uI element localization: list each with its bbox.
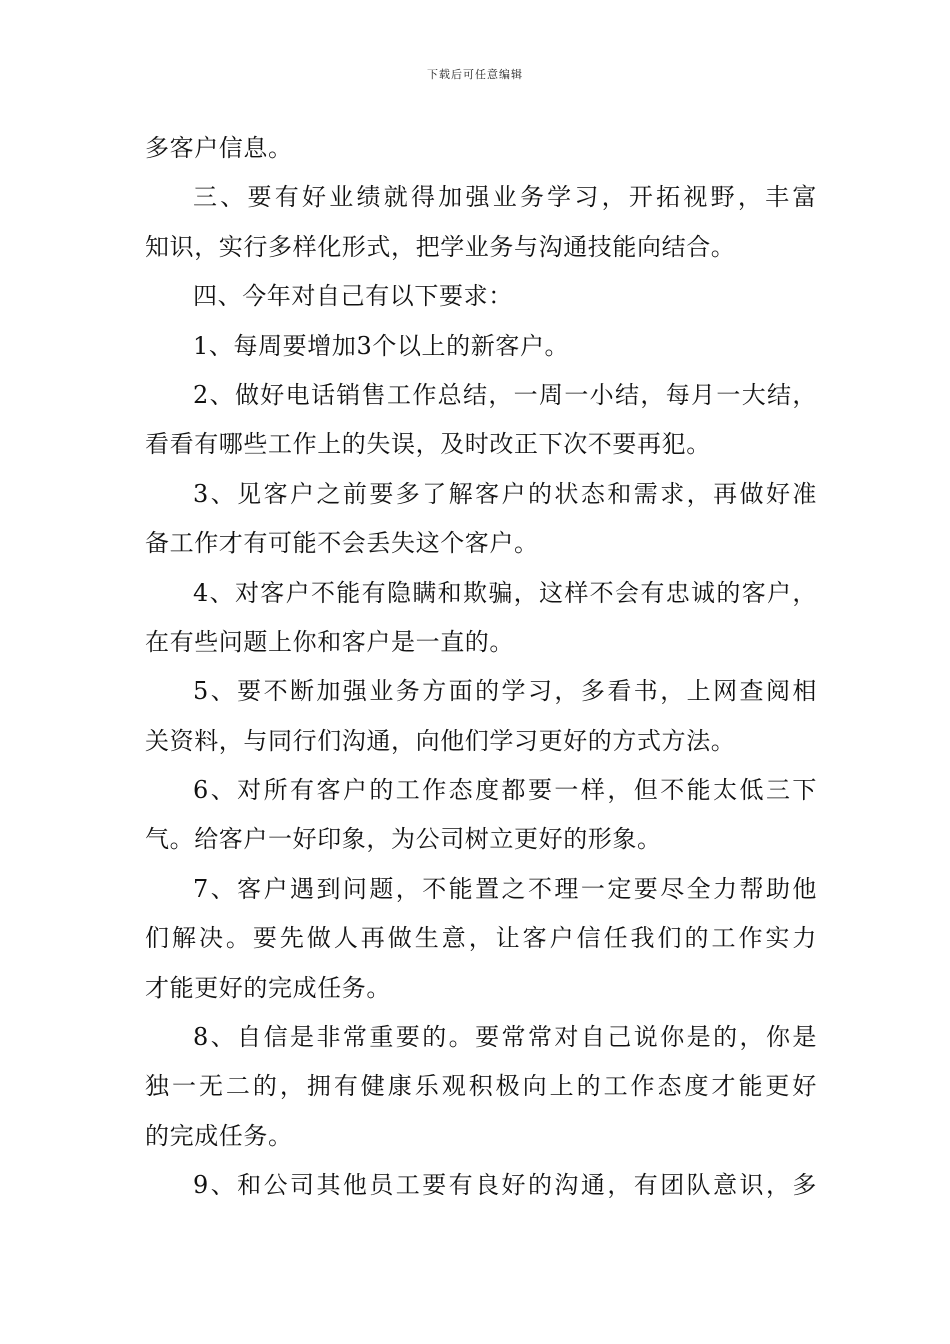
text-line: 才能更好的完成任务。 — [145, 973, 391, 1002]
paragraph-first-line: 四、今年对自己有以下要求： — [193, 282, 513, 311]
text-line: 气。给客户一好印象，为公司树立更好的形象。 — [145, 825, 662, 854]
text-line: 的完成任务。 — [145, 1121, 293, 1150]
text-line: 多客户信息。 — [145, 134, 293, 162]
paragraph-first-line: 9、和公司其他员工要有良好的沟通，有团队意识，多 — [193, 1171, 817, 1200]
text-line: 关资料，与同行们沟通，向他们学习更好的方式方法。 — [145, 726, 736, 755]
paragraph-first-line: 7、客户遇到问题，不能置之不理一定要尽全力帮助他 — [193, 874, 817, 903]
document-body — [145, 124, 817, 1211]
page-header-note: 下载后可任意编辑 — [427, 68, 523, 81]
paragraph-first-line: 1、每周要增加3个以上的新客户。 — [193, 331, 570, 360]
text-line: 独一无二的，拥有健康乐观积极向上的工作态度才能更好 — [145, 1072, 817, 1101]
paragraph-first-line: 三、要有好业绩就得加强业务学习，开拓视野，丰富 — [193, 183, 817, 212]
paragraph-first-line: 3、见客户之前要多了解客户的状态和需求，再做好准 — [193, 479, 817, 508]
text-line: 看看有哪些工作上的失误，及时改正下次不要再犯。 — [145, 430, 711, 459]
text-line: 备工作才有可能不会丢失这个客户。 — [145, 529, 539, 558]
paragraph-first-line: 5、要不断加强业务方面的学习，多看书，上网查阅相 — [193, 677, 817, 706]
text-line: 在有些问题上你和客户是一直的。 — [145, 627, 514, 656]
paragraph-first-line: 4、对客户不能有隐瞒和欺骗，这样不会有忠诚的客户， — [193, 578, 817, 607]
paragraph-first-line: 2、做好电话销售工作总结，一周一小结，每月一大结， — [193, 380, 817, 409]
paragraph-first-line: 6、对所有客户的工作态度都要一样，但不能太低三下 — [193, 776, 817, 805]
paragraph-first-line: 8、自信是非常重要的。要常常对自己说你是的，你是 — [193, 1023, 817, 1052]
text-line: 知识，实行多样化形式，把学业务与沟通技能向结合。 — [145, 232, 736, 261]
text-line: 们解决。要先做人再做生意，让客户信任我们的工作实力 — [145, 924, 817, 953]
